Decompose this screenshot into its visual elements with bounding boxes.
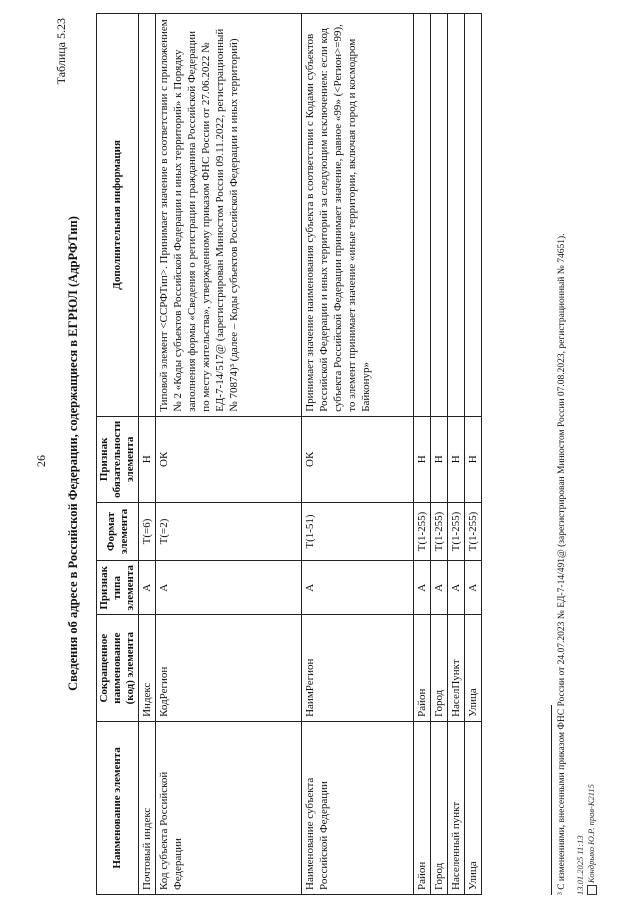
cell-required: ОК [302, 416, 414, 502]
cell-code: НаимРегион [302, 615, 414, 721]
stamp-date: 13.01.2025 11:13 [575, 835, 585, 895]
table-row [302, 14, 414, 895]
cell-code: Индекс [139, 615, 156, 721]
cell-format: T(=2) [156, 502, 302, 560]
header-name: Наименование элемента [97, 721, 139, 894]
table-row [156, 14, 302, 895]
header-code: Сокращенное наименование (код) элемента [97, 615, 139, 721]
cell-info: Принимает значение наименования субъекта в соответствии с Кодами субъектов Российской Федерации и иных территорий за следующим исключением: если код субъекта Российской Федерации принимает значение, равное «99» (<Регион>=99), то элемент принимает значение «иные территории, включая город и космодром Байконур» [302, 14, 414, 417]
cell-code: НаселПункт [448, 615, 465, 721]
table-row [139, 14, 156, 895]
cell-code: Улица [465, 615, 482, 721]
cell-code: Район [414, 615, 431, 721]
table-row [431, 14, 448, 895]
cell-format: T(=6) [139, 502, 156, 560]
cell-required: Н [431, 416, 448, 502]
cell-info [431, 14, 448, 417]
cell-info [414, 14, 431, 417]
stamp-user [586, 784, 597, 895]
cell-code: КодРегион [156, 615, 302, 721]
table-row [465, 14, 482, 895]
header-format: Формат элемента [97, 502, 139, 560]
stamp-user-text: Кондрыко Ю.Р. прав-К2115 [586, 784, 596, 883]
cell-format: T(1-255) [465, 502, 482, 560]
cell-format: T(1-51) [302, 502, 414, 560]
cell-format: T(1-255) [414, 502, 431, 560]
cell-required: Н [414, 416, 431, 502]
cell-type: А [465, 561, 482, 615]
header-info: Дополнительная информация [97, 14, 139, 417]
cell-type: А [156, 561, 302, 615]
header-required: Признак обязательности элемента [97, 416, 139, 502]
table-row [414, 14, 431, 895]
cell-name: Населенный пункт [448, 721, 465, 894]
cell-type: А [414, 561, 431, 615]
cell-info [448, 14, 465, 417]
page-number: 26 [34, 455, 48, 467]
cell-code: Город [431, 615, 448, 721]
cell-type: А [139, 561, 156, 615]
footnote: ³ С изменениями, внесенными приказом ФНС России от 24.07.2023 № ЕД-7-14/491@ (зарегистрирован Минюстом России 07.08.2023, регистрационный № 74651). [557, 233, 567, 895]
cell-required: Н [465, 416, 482, 502]
elements-table [96, 13, 482, 895]
header-type: Признак типа элемента [97, 561, 139, 615]
cell-name: Район [414, 721, 431, 894]
cell-required: ОК [156, 416, 302, 502]
cell-name: Почтовый индекс [139, 721, 156, 894]
table-row [448, 14, 465, 895]
cell-name: Город [431, 721, 448, 894]
cell-format: T(1-255) [448, 502, 465, 560]
cell-name: Код субъекта Российской Федерации [156, 721, 302, 894]
cell-info [139, 14, 156, 417]
cell-name: Наименование субъекта Российской Федерации [302, 721, 414, 894]
table-header-row [97, 14, 139, 895]
cell-type: А [431, 561, 448, 615]
cell-format: T(1-255) [431, 502, 448, 560]
cell-type: А [302, 561, 414, 615]
cell-type: А [448, 561, 465, 615]
footnote-separator [551, 705, 552, 895]
document-title: Сведения об адресе в Российской Федерации, содержащиеся в ЕГРЮЛ (АдрРФТип) [66, 216, 80, 691]
cell-required: Н [139, 416, 156, 502]
cell-info [465, 14, 482, 417]
cell-required: Н [448, 416, 465, 502]
cell-info: Типовой элемент <ССРФТип>. Принимает значение в соответствии с приложением № 2 «Коды субъектов Российской Федерации и иных территорий» к Порядку заполнения формы «Сведения о регистрации гражданина Российской Федерации по месту жительства», утвержденному приказом ФНС России от 27.06.2022 № ЕД-7-14/517@ (зарегистрирован Минюстом России 09.11.2022, регистрационный № 70874)³ (далее – Коды субъектов Российской Федерации и иных территорий) [156, 14, 302, 417]
document-icon [587, 885, 597, 895]
cell-name: Улица [465, 721, 482, 894]
table-label: Таблица 5.23 [54, 18, 68, 85]
